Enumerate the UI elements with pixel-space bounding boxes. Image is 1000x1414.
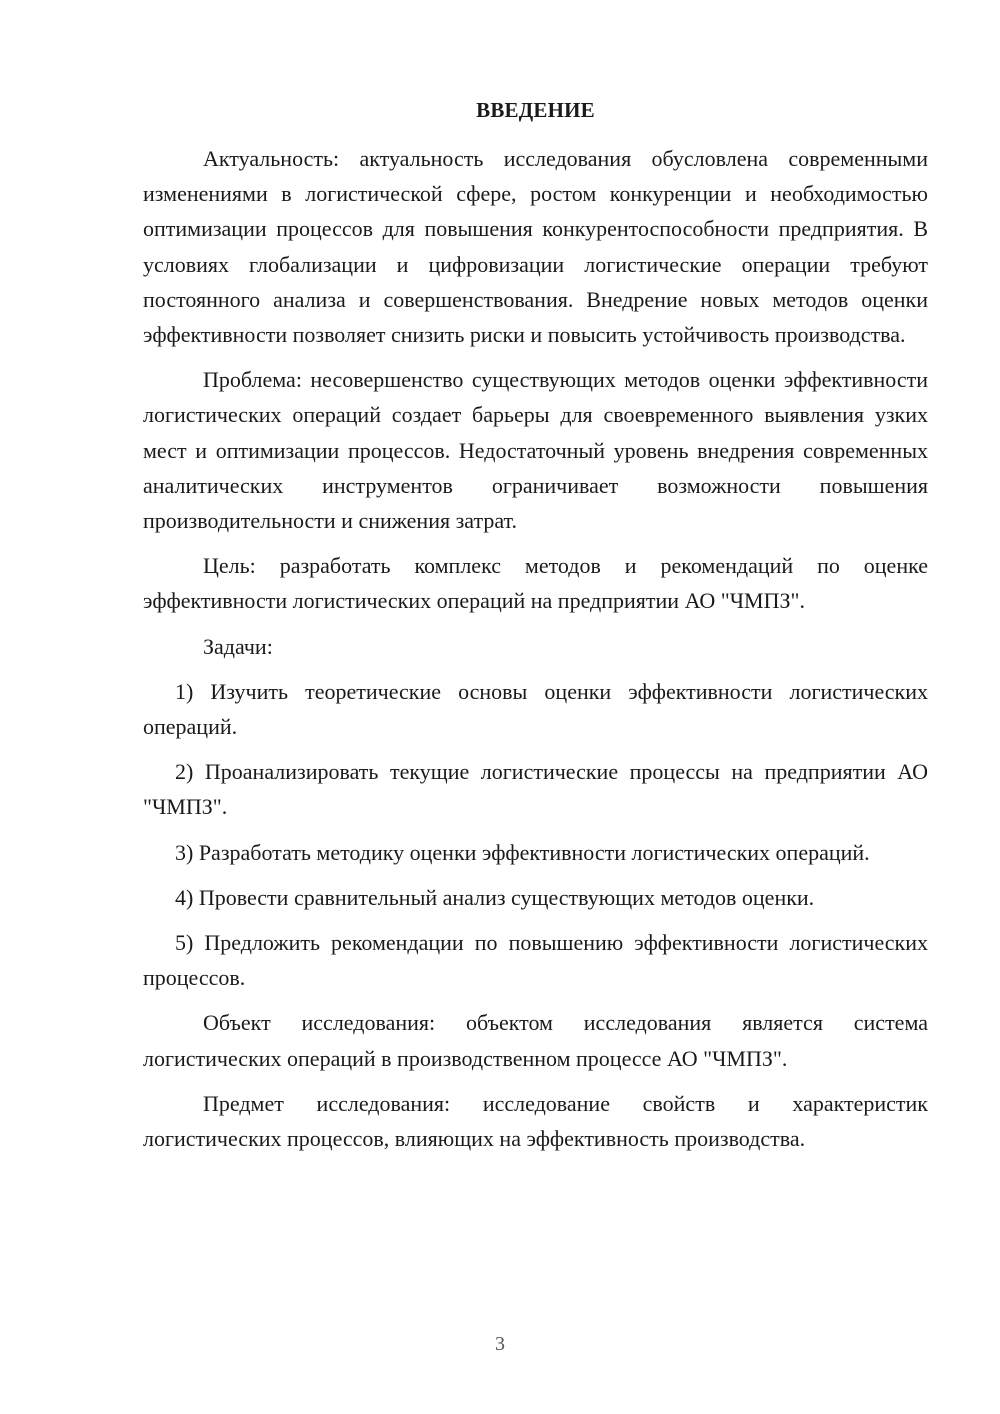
- tasks-label: Задачи:: [203, 633, 273, 659]
- list-item: 5) Предложить рекомендации по повышению эффективности логистических процессов.: [143, 930, 928, 991]
- document-page: [143, 95, 928, 1166]
- list-item: 1) Изучить теоретические основы оценки эффективности логистических операций.: [143, 678, 928, 740]
- paragraph-goal: Цель: разработать комплекс методов и рекомендаций по оценке эффективности логистических операций на предприятии АО "ЧМПЗ".: [143, 553, 928, 614]
- list-item: 3) Разработать методику оценки эффективности логистических операций.: [175, 839, 870, 865]
- paragraph-subject: Предмет исследования: исследование свойств и характеристик логистических процессов, влияющих на эффективность производства.: [143, 1090, 928, 1152]
- page-number: 3: [495, 1333, 505, 1355]
- tasks-list: [143, 674, 928, 996]
- list-item: 4) Провести сравнительный анализ существующих методов оценки.: [175, 884, 815, 910]
- list-item: 2) Проанализировать текущие логистические процессы на предприятии АО "ЧМПЗ".: [143, 759, 928, 820]
- section-heading: ВВЕДЕНИЕ: [476, 98, 595, 122]
- paragraph-object: Объект исследования: объектом исследования является система логистических операций в производственном процессе АО "ЧМПЗ".: [143, 1010, 928, 1071]
- paragraph-problem: Проблема: несовершенство существующих методов оценки эффективности логистических операций создает барьеры для своевременного выявления узких мест и оптимизации процессов. Недостаточный уровень внедрения современных аналитических инструментов ограничивает возможности повышения производительности и снижения затрат.: [143, 367, 928, 534]
- paragraph-relevance: Актуальность: актуальность исследования обусловлена современными изменениями в логистической сфере, ростом конкуренции и необходимостью оптимизации процессов для повышения конкурентоспособности предприятия. В условиях глобализации и цифровизации логистические операции требуют постоянного анализа и совершенствования. Внедрение новых методов оценки эффективности позволяет снизить риски и повысить устойчивость производства.: [143, 146, 928, 348]
